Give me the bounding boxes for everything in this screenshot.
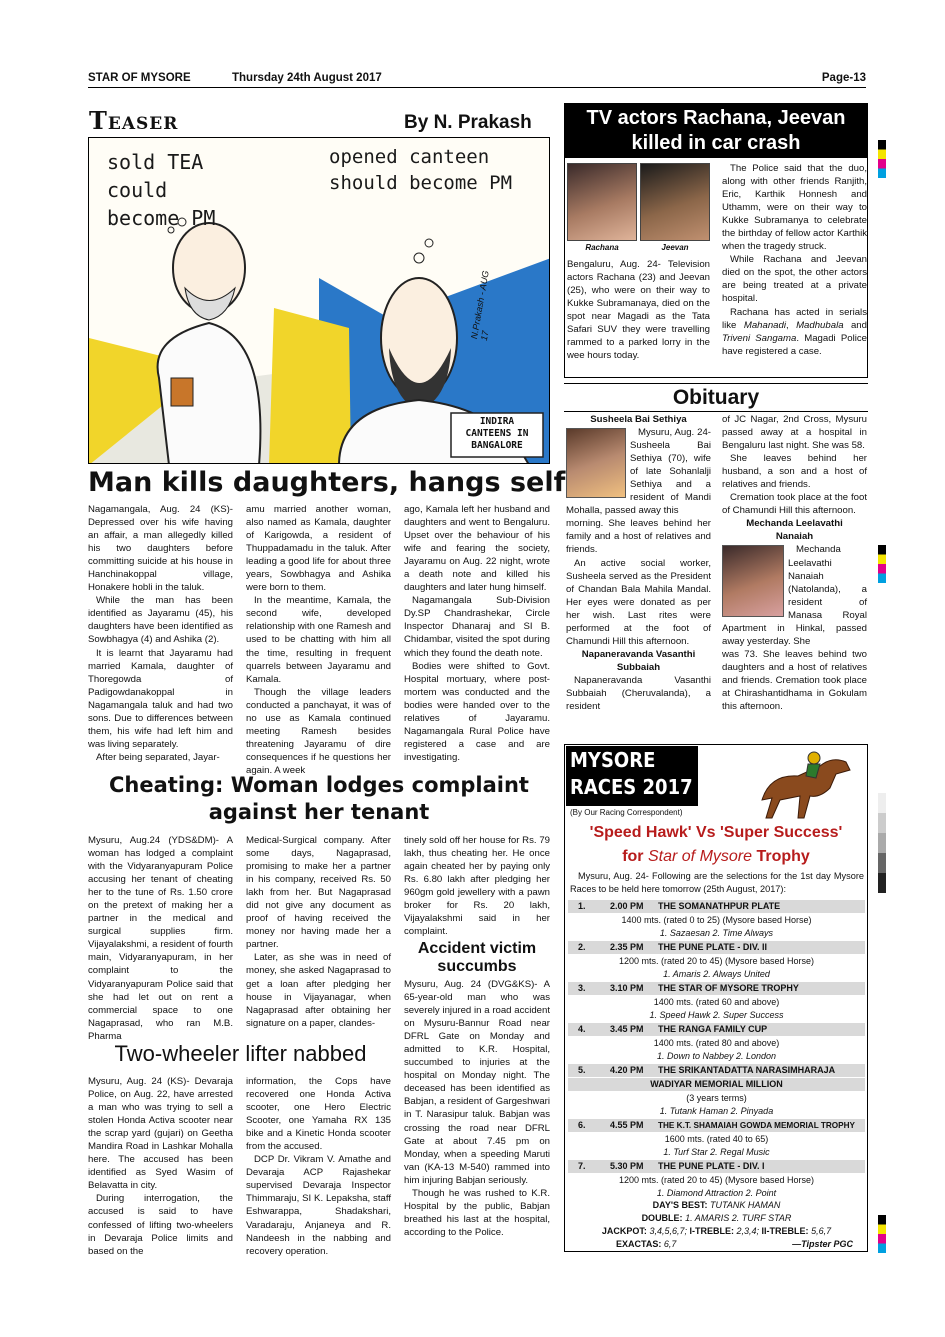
caption-jeevan: Jeevan <box>661 243 689 252</box>
race-number: 7. <box>578 1161 586 1171</box>
caption-rachana: Rachana <box>585 243 619 252</box>
treble2-value: 5,6,7 <box>811 1226 832 1236</box>
story4-para: During interrogation, the accused is said to have confessed of lifting two-wheelers in Devaraja Police limits and based on the <box>88 1193 233 1257</box>
obit-name-2-line1: Napaneravanda Vasanthi <box>581 648 696 660</box>
story1-para: In the meantime, Kamala, the second wife, developed relationship with one Ramesh and used to be chatting with him all the time, resulting in frequent quarrels between Jayaramu and Kamala. <box>246 595 391 685</box>
race-number: 6. <box>578 1120 586 1130</box>
cartoon-left-caption: sold TEA could become PM <box>107 150 216 230</box>
race-name: THE K.T. SHAMAIAH GOWDA MEMORIAL TROPHY <box>658 1121 855 1130</box>
race-time: 2.35 PM <box>610 942 644 952</box>
race-row <box>568 1064 865 1077</box>
registration-bar <box>878 545 886 583</box>
story2-col1 <box>88 834 233 1043</box>
headline-man-kills: Man kills daughters, hangs self <box>88 467 566 498</box>
races-days-best <box>568 1199 865 1212</box>
race-details: 1400 mts. (rated 60 and above) <box>653 997 780 1007</box>
race-details: 1400 mts. (rated 80 and above) <box>653 1038 780 1048</box>
double-label: DOUBLE: <box>641 1213 683 1223</box>
races-headline-line1: 'Speed Hawk' Vs 'Super Success' <box>589 824 843 841</box>
paper-name: STAR OF MYSORE <box>88 72 191 84</box>
exactas-label: EXACTAS: <box>616 1239 662 1249</box>
race-details: 1400 mts. (rated 0 to 25) (Mysore based Horse) <box>621 915 812 925</box>
race-picks: 1. Down to Nabbey 2. London <box>656 1051 777 1061</box>
story1-para: Bodies were shifted to Govt. Hospital mortuary, where post-mortem was conducted and the bodies were handed over to the relatives of Jayaramu. Nagamangala Rural Police have registered a case and are investigating. <box>404 660 550 763</box>
obit-para: of JC Nagar, 2nd Cross, Mysuru passed away at a hospital in Bengaluru last night. She was 58. <box>722 414 867 452</box>
story2-para: Mysuru, Aug.24 (YDS&DM)- A woman has lodged a complaint with the Vidyaranyapuram Police accusing her tenant of cheating her to the tune of Rs. 1.50 crore on the pretext of making her a partner in the medical and surgical supplies firm. Vijayalakshmi, a resident of fourth main, Vidyaranyapuram, in her complaint to the Vidyaranyapuram Police said that she had let out on rent a commercial space to one Nagaprasad, who ran M.B. Pharma <box>88 835 233 1042</box>
races-intro: Mysuru, Aug. 24- Following are the selections for the 1st day Mysore Races to be held here tomorrow (25th August, 2017): <box>570 871 864 894</box>
story3-para: Though he was rushed to K.R. Hospital by the public, Babjan breathed his last at the hospital, according to the Police. <box>404 1187 550 1238</box>
tipster: —Tipster PGC <box>792 1239 853 1249</box>
serial-1: Mahanadi <box>743 319 786 331</box>
races-jackpot <box>568 1225 865 1238</box>
teaser-byline: By N. Prakash <box>404 112 532 133</box>
race-picks: 1. Turf Star 2. Regal Music <box>663 1147 770 1157</box>
race-name: THE PUNE PLATE - DIV. I <box>658 1161 765 1171</box>
races-headline-line2 <box>566 848 866 866</box>
days-best-value: TUTANK HAMAN <box>710 1200 781 1210</box>
story1-para: Though the village leaders conducted a panchayat, it was of no use as Kamala continued meeting Ramesh besides threatening Jayaramu of dire consequences if he questions her again. A week <box>246 686 391 776</box>
obit-name-3-line1: Mechanda Leelavathi <box>746 518 843 530</box>
race-row <box>568 1119 865 1132</box>
obit-para: An active social worker, Susheela served as the President of Chandan Bala Mahila Mandal. Her eyes were donated as per her wish. Last rites were performed at the foot of Chamundi Hill this afternoon. <box>566 557 711 647</box>
registration-bar <box>878 140 886 178</box>
story1-para: It is learnt that Jayaramu had married Kamala, daughter of Thoregowda of Padigowdanakoppal in Nagamangala taluk and had two sons. Due to differences between them, his wife had left him and was living separately. <box>88 647 233 750</box>
exactas-value: 6,7 <box>663 1239 677 1249</box>
obit-para: Cremation took place at the foot of Chamundi Hill this afternoon. <box>722 492 867 517</box>
obit-para: morning. She leaves behind her family and a host of relatives and friends. <box>566 518 711 556</box>
story4-para: Mysuru, Aug. 24 (KS)- Devaraja Police, on Aug. 22, have arrested a man who was trying to sell a stolen Honda Activa scooter near the scrap yard (gujari) on Geetha Mandira Road in Lashkar Mohalla here. The accused has been identified as Syed Wasim of Belavatta in city. <box>88 1076 233 1192</box>
serial-2: Madhubala <box>796 319 844 331</box>
race-name: THE SRIKANTADATTA NARASIMHARAJA <box>658 1065 836 1075</box>
tv-headline <box>564 103 868 158</box>
races-headline-italic: Star of Mysore <box>647 848 753 865</box>
obituary-title: Obituary <box>564 383 868 412</box>
story4-para: DCP Dr. Vikram V. Amathe and Devaraja ACP Rajashekar supervised Devaraja Inspector Thimmaraju, SI K. Lepaksha, staff Eshwarappa, Shadakshari, Varadaraju, Anjaneya and R. Nandeesh in the nabbing and recovery operation. <box>246 1154 391 1257</box>
race-name: THE SOMANATHPUR PLATE <box>658 901 781 911</box>
tv-col-left <box>567 258 710 362</box>
page-number: Page-13 <box>821 72 866 84</box>
race-name: THE RANGA FAMILY CUP <box>658 1024 768 1034</box>
photo-jeevan <box>640 163 710 241</box>
race-picks: 1. Amaris 2. Always United <box>663 969 770 979</box>
story1-para: amu married another woman, also named as Kamala, daughter of Karigowda, a resident of Thuppadamadu in the taluk. After leading a good life for about three years, Sowbhagya and Ashika were born to them. <box>246 504 391 594</box>
obit-name-2-line2: Subbaiah <box>616 661 661 673</box>
cartoon-signature: N.Prakash - AUG 17 <box>469 269 491 342</box>
obit-name-3-line2: Nanaiah <box>775 531 814 543</box>
obit-photo-3 <box>722 545 784 617</box>
treble1-value: 2,3,4; <box>736 1226 760 1236</box>
page-header <box>88 72 866 88</box>
obit-para: Mysuru, Aug. 24- Susheela Bai Sethiya (70), wife of late Sohanlalji Sethiya and a resident of Mandi Mohalla, passed away this <box>566 427 711 517</box>
serials-and: and <box>843 319 867 331</box>
tv-headline-line2: killed in car crash <box>631 132 801 154</box>
story4-col1 <box>88 1075 233 1258</box>
cartoon-sign-text: INDIRA CANTEENS IN BANGALORE <box>465 416 529 451</box>
races-headline-pre: for <box>622 848 648 865</box>
horse-jockey-icon <box>750 744 860 820</box>
race-picks: 1. Tutank Haman 2. Pinyada <box>659 1106 774 1116</box>
cartoon-right-caption: opened canteen should become PM <box>329 146 513 194</box>
story2-para: tinely sold off her house for Rs. 79 lakh, thus cheating her. He once again cheated her by paying only Rs. 6.80 lakh after pledging her 960gm gold jewellery with a pawn broker for Rs. 20 lakh, Vijayalakshmi said in her complaint. <box>404 835 550 938</box>
tv-para: While Rachana and Jeevan died on the spot, the other actors are being treated at a private hospital. <box>722 254 867 305</box>
story4-col2 <box>246 1075 391 1258</box>
story1-para: After being separated, Jayar- <box>96 751 220 763</box>
race-time: 3.45 PM <box>610 1024 644 1034</box>
obit-para: Napaneravanda Vasanthi Subbaiah (Cheruvalanda), a resident <box>566 674 711 713</box>
obit-para: was 73. She leaves behind two daughters and a host of relatives and friends. Cremation took place at Chirashantidhama in Gokulam this afternoon. <box>722 648 867 713</box>
race-time: 3.10 PM <box>610 983 644 993</box>
race-name: THE PUNE PLATE - DIV. II <box>658 942 768 952</box>
headline-cheating: Cheating: Woman lodges complaint against her tenant <box>109 773 529 824</box>
race-time: 2.00 PM <box>610 901 644 911</box>
story1-col2 <box>246 503 391 777</box>
race-number: 5. <box>578 1065 586 1075</box>
serials-pre: Rachana has acted in serials like <box>722 306 867 331</box>
obit-col-left <box>566 413 711 713</box>
races-double <box>568 1212 865 1225</box>
treble2-label: II-TREBLE: <box>761 1226 809 1236</box>
teaser-title: Teaser <box>89 106 179 135</box>
registration-bar <box>878 1215 886 1253</box>
race-picks: 1. Sazaesan 2. Time Always <box>659 928 774 938</box>
obit-name-1: Susheela Bai Sethiya <box>590 414 687 425</box>
treble1-label: I-TREBLE: <box>689 1226 734 1236</box>
race-row <box>568 1160 865 1173</box>
headline-accident: Accident victim succumbs <box>417 940 537 975</box>
race-number: 1. <box>578 901 586 911</box>
days-best-label: DAY'S BEST: <box>652 1200 708 1210</box>
story3-body <box>404 978 550 1239</box>
race-details: (3 years terms) <box>686 1093 747 1103</box>
story1-para: Nagamangala, Aug. 24 (KS)- Depressed over his wife having an affair, a man allegedly killed his two daughters before committing suicide at his house in Hanchinakoppal village, Honakere hobli in the taluk. <box>88 504 233 594</box>
jackpot-value: 3,4,5,6,7; <box>649 1226 687 1236</box>
story1-para: While the man has been identified as Jayaramu (45), his daughters have been identified as Sowbhagya (4) and Ashika (2). <box>88 595 233 646</box>
races-title-line1: MYSORE <box>570 748 656 772</box>
obit-photo-1 <box>566 428 626 498</box>
race-name: THE STAR OF MYSORE TROPHY <box>658 983 799 993</box>
race-row <box>568 982 865 995</box>
tv-col-right <box>722 162 867 358</box>
story1-para: ago, Kamala left her husband and daughters and went to Bengaluru. Upset over the behaviour of his wife and fearing the society, Jayaramu on Aug. 22 night, wrote a death note and killed his daughters and later hung himself. <box>404 504 550 594</box>
story4-para: information, the Cops have recovered one Honda Activa scooter, one Hero Electric Scooter, one Yamaha RX 135 bike and a Kinetic Honda scooter from the accused. <box>246 1076 391 1153</box>
races-title-line2: RACES 2017 <box>570 775 693 799</box>
story2-col3 <box>404 834 550 938</box>
photo-rachana <box>567 163 637 241</box>
race-row <box>568 900 865 913</box>
story3-para: Mysuru, Aug. 24 (DVG&KS)- A 65-year-old man who was severely injured in a road accident on Mysuru-Bannur Road near DFRL Gate on Monday and admitted to K.R. Hospital, succumbed to injuries at the hospital on Monday night. The deceased has been identified as Babjan, a resident of Gargeshwari in T. Narasipur taluk. Babjan was crossing the road near DFRL Gate at about 7.45 pm on Monday, when a speeding Maruti van (KA-13 M-540) rammed into him injuring Babjan seriously. <box>404 979 550 1186</box>
race-picks: 1. Speed Hawk 2. Super Success <box>649 1010 784 1020</box>
race-number: 2. <box>578 942 586 952</box>
story2-para: Medical-Surgical company. After some days, Nagaprasad, promising to make her a partner in his company, received Rs. 50 lakh from her. But Nagaprasad did not give any document as proof of having received the money nor having made her a partner. <box>246 835 391 951</box>
serials-post: . Magadi Police have registered a case. <box>722 332 867 357</box>
race-details: 1200 mts. (rated 20 to 45) (Mysore based Horse) <box>618 956 815 966</box>
serial-3: Triveni Sangama <box>722 332 797 344</box>
race-number: 3. <box>578 983 586 993</box>
story2-col2 <box>246 834 391 1030</box>
story1-col3 <box>404 503 550 764</box>
race-time: 4.20 PM <box>610 1065 644 1075</box>
race-time: 5.30 PM <box>610 1161 644 1171</box>
story2-para: Later, as she was in need of money, she asked Nagaprasad to get a loan after pledging her house in Vijayanagar, when Nagaprasad after obtaining her signature on a paper, clandes- <box>246 952 391 1029</box>
races-credit: (By Our Racing Correspondent) <box>570 808 683 817</box>
obit-para: She leaves behind her husband, a son and a host of relatives and friends. <box>722 453 867 491</box>
race-row-continued: WADIYAR MEMORIAL MILLION <box>568 1078 865 1091</box>
obit-col-right <box>722 413 867 713</box>
cartoon <box>88 137 550 464</box>
races-headline-post: Trophy <box>752 848 810 865</box>
races-exactas <box>568 1238 865 1251</box>
tv-para: Bengaluru, Aug. 24- Television actors Rachana (23) and Jeevan (25), who were on their way to Kukke Subramanaya, died on the spot near Magadi as the Tata Safari SUV they were travelling rammed to a parked lorry in the wee hours today. <box>567 259 710 362</box>
race-details: 1600 mts. (rated 40 to 65) <box>664 1134 769 1144</box>
tv-para: Rachana has acted in serials like Mahanadi, Madhubala and Triveni Sangama. Magadi Police have registered a case. <box>722 306 867 357</box>
race-row <box>568 1023 865 1036</box>
jackpot-label: JACKPOT: <box>601 1226 647 1236</box>
double-value: 1. AMARIS 2. TURF STAR <box>685 1213 792 1223</box>
tv-para: The Police said that the duo, along with other friends Ranjith, Eric, Karthik Honnesh and Uthamm, were on their way to Kukke Subramanya to celebrate the birthday of fellow actor Karthik when the tragedy struck. <box>722 163 867 253</box>
issue-date: Thursday 24th August 2017 <box>232 72 382 84</box>
race-number: 4. <box>578 1024 586 1034</box>
story1-para: Nagamangala Sub-Division Dy.SP Chandrashekar, Circle Inspector Dhanaraj and SI B. Chidambar, visited the spot during which they found the death note. <box>404 595 550 659</box>
race-row <box>568 941 865 954</box>
race-time: 4.55 PM <box>610 1120 644 1130</box>
race-details: 1200 mts. (rated 20 to 45) (Mysore based Horse) <box>618 1175 815 1185</box>
story1-col1 <box>88 503 233 764</box>
obit-para: Mechanda Leelavathi Nanaiah (Natolanda), a resident of Manasa Royal Apartment in Hinkal, passed away yesterday. She <box>722 544 867 647</box>
tv-headline-line1: TV actors Rachana, Jeevan <box>586 107 846 129</box>
headline-two-wheeler: Two-wheeler lifter nabbed <box>114 1041 367 1066</box>
race-picks: 1. Diamond Attraction 2. Point <box>656 1188 777 1198</box>
registration-bar <box>878 793 886 893</box>
